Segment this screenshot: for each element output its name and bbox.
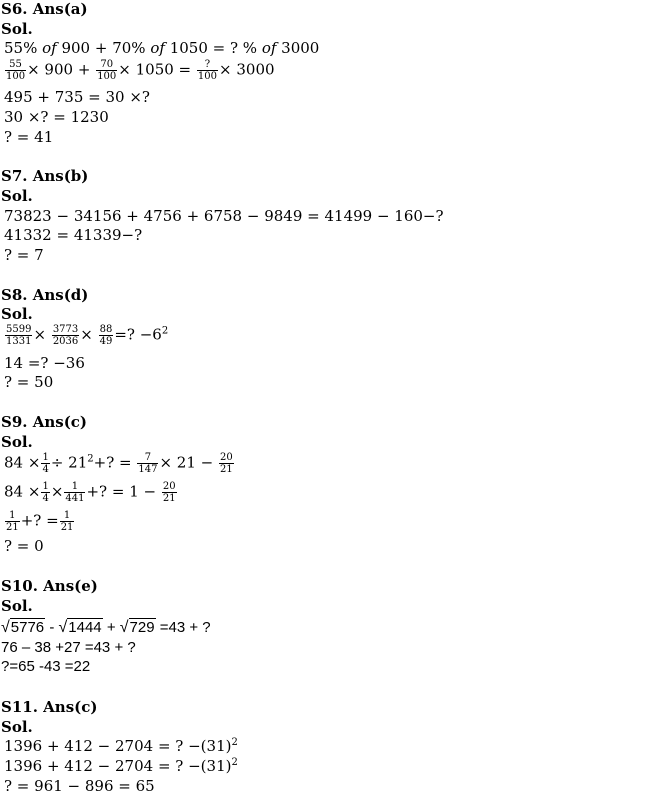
radicand: 729 [129,619,155,636]
s6-l1-c: 1050 = ? % [164,39,262,57]
s6-l1-a: 55% [4,39,43,57]
s11-sol-label: Sol. [1,718,33,736]
expr-text: 1396 + 412 − 2704 = ? −(31) [4,737,232,755]
fraction [52,324,79,347]
s7-sol-label: Sol. [1,187,33,205]
exponent: 2 [231,757,238,768]
s11-line-3: ? = 961 − 896 = 65 [4,777,155,795]
expr-text: 84 × [4,453,41,472]
sqrt-radical: √729 [119,619,155,636]
expr-text: 84 × [4,482,41,501]
denominator: 147 [138,464,158,475]
expr-text: × 3000 [219,60,275,79]
s11-line-1 [4,737,238,755]
fraction [5,510,20,533]
s8-line-2: 14 =? −36 [4,354,85,372]
exponent: 2 [231,737,238,748]
numerator: ? [197,59,218,71]
denominator: 49 [99,336,113,347]
s7-line-2: 41332 = 41339−? [4,226,143,244]
numerator: 1 [64,481,85,493]
expr-text: × [50,482,64,501]
expr-text: × 900 + [27,60,91,79]
s11-line-2 [4,757,238,775]
s6-line-2 [4,59,275,82]
s8-line-3: ? = 50 [4,373,54,391]
expr-text: × [80,325,93,344]
s9-line-4: ? = 0 [4,537,44,555]
s6-l1-of2: of [150,39,165,57]
denominator: 100 [97,71,117,82]
radicand: 5776 [10,619,45,636]
s8-sol-label: Sol. [1,305,33,323]
s9-sol-label: Sol. [1,433,33,451]
denominator: 2036 [52,336,79,347]
exponent: 2 [87,453,94,465]
s6-l1-of1: of [42,39,57,57]
expr-text: + [102,619,120,636]
s6-l1-d: 3000 [276,39,320,57]
denominator: 100 [6,71,26,82]
expr-text: +? = 1 − [86,482,157,501]
expr-text: 1396 + 412 − 2704 = ? −(31) [4,757,232,775]
fraction [137,452,158,475]
s6-sol-label: Sol. [1,20,33,38]
s6-line-4: 30 ×? = 1230 [4,108,109,126]
expr-text: +? = [20,511,59,530]
expr-text: ÷ 21 [50,453,88,472]
numerator: 20 [220,452,233,463]
s7-heading: S7. Ans(b) [1,167,89,185]
sqrt-radical: √1444 [58,619,102,636]
s7-line-3: ? = 7 [4,246,44,264]
fraction [219,452,234,475]
s10-heading: S10. Ans(e) [1,577,98,595]
s9-heading: S9. Ans(c) [1,413,88,431]
s9-line-2 [4,481,178,504]
denominator: 21 [220,464,233,475]
fraction [96,59,117,82]
numerator: 3773 [52,324,79,335]
denominator: 1331 [6,336,32,347]
denominator: 100 [197,71,218,82]
numerator: 7 [137,452,158,464]
s10-line-1 [1,619,211,637]
fraction [99,324,114,347]
fraction [41,452,49,475]
expr-text: =? −6 [114,325,162,344]
s6-line-1 [4,39,319,57]
s9-line-1 [4,452,235,475]
fraction [162,481,177,504]
fraction [5,324,32,347]
s10-line-2: 76 – 38 +27 =43 + ? [1,639,136,656]
fraction [41,481,49,504]
s8-heading: S8. Ans(d) [1,286,89,304]
numerator: 5599 [6,324,32,335]
s11-heading: S11. Ans(c) [1,698,98,716]
expr-text: × 1050 = [118,60,192,79]
s6-line-3: 495 + 735 = 30 ×? [4,88,150,106]
s7-line-1: 73823 − 34156 + 4756 + 6758 − 9849 = 41499 − 160−? [4,207,444,225]
expr-text: - [45,619,59,636]
numerator: 1 [5,510,20,522]
fraction [60,510,75,533]
radicand: 1444 [68,619,102,636]
s6-line-5: ? = 41 [4,128,54,146]
exponent: 2 [161,325,169,337]
sqrt-radical: √5776 [1,619,45,636]
denominator: 21 [6,522,19,533]
numerator: 1 [42,481,49,492]
s9-line-3 [4,510,75,533]
expr-text: +? = [93,453,132,472]
expr-text: × 21 − [159,453,214,472]
expr-text: =43 + ? [155,619,211,636]
numerator: 55 [5,59,26,71]
numerator: 20 [162,481,176,492]
s6-heading: S6. Ans(a) [1,0,88,18]
s10-sol-label: Sol. [1,597,33,615]
s6-l1-of3: of [261,39,277,57]
numerator: 1 [60,510,75,522]
denominator: 441 [65,493,85,504]
denominator: 21 [162,493,176,504]
expr-text: × [33,325,47,344]
s10-line-3: ?=65 -43 =22 [1,658,91,675]
numerator: 88 [99,324,113,335]
denominator: 4 [42,464,49,475]
denominator: 21 [60,522,74,533]
fraction [197,59,218,82]
numerator: 1 [42,452,49,463]
fraction [64,481,85,504]
numerator: 70 [96,59,117,71]
fraction [5,59,26,82]
denominator: 4 [42,493,49,504]
s8-line-1 [4,324,168,347]
s6-l1-b: 900 + 70% [56,39,151,57]
